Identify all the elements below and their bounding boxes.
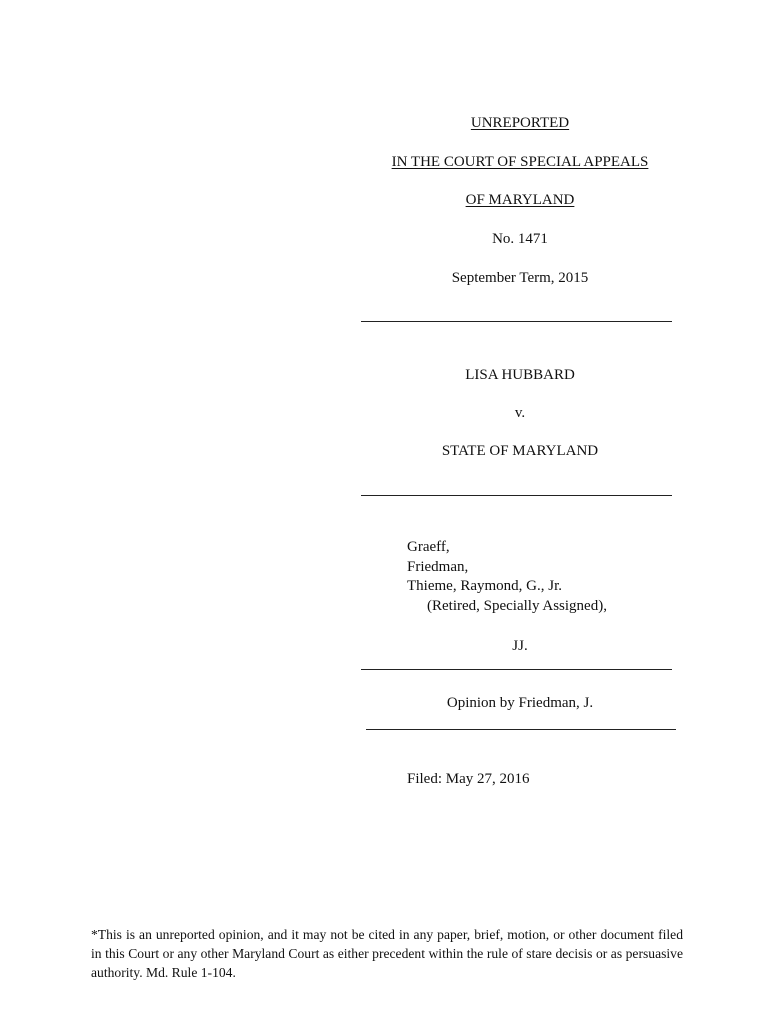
judges-suffix: JJ. (512, 638, 528, 654)
court-name: IN THE COURT OF SPECIAL APPEALS (391, 154, 649, 170)
panel-judges (407, 538, 607, 616)
divider-rule (366, 729, 676, 730)
versus-label: v. (514, 405, 526, 421)
court-state: OF MARYLAND (465, 192, 575, 208)
court-heading (360, 153, 680, 171)
judge-note: (Retired, Specially Assigned), (427, 597, 607, 614)
unreported-label: UNREPORTED (470, 115, 570, 131)
judge-name: Thieme, Raymond, G., Jr. (407, 578, 562, 594)
divider-rule (361, 321, 672, 322)
opinion-author: Opinion by Friedman, J. (446, 695, 594, 711)
filed-date: Filed: May 27, 2016 (407, 771, 530, 787)
appellee-name: STATE OF MARYLAND (441, 443, 599, 459)
unreported-heading (360, 114, 680, 132)
divider-rule (361, 495, 672, 496)
state-heading (360, 191, 680, 209)
term: September Term, 2015 (451, 270, 589, 286)
unreported-footnote: *This is an unreported opinion, and it may not be cited in any paper, brief, motion, or other document filed in this Court or any other Maryland Court as either precedent within the rule of stare decisis or as persuasive authority. Md. Rule 1-104. (91, 927, 683, 980)
judge-name: Friedman, (407, 558, 469, 575)
case-number: No. 1471 (492, 231, 548, 247)
judge-name: Graeff, (407, 539, 450, 555)
appellant-name: LISA HUBBARD (465, 367, 575, 383)
divider-rule (361, 669, 672, 670)
